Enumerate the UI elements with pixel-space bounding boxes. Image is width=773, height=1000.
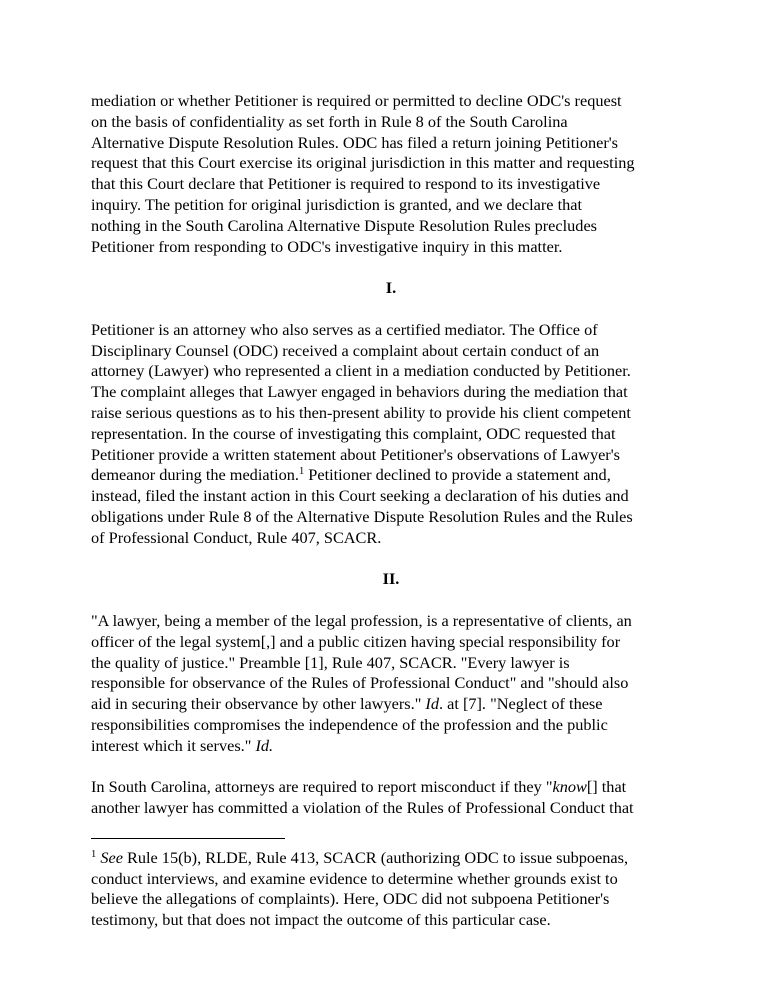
text-line: instead, filed the instant action in this Court seeking a declaration of his duties and: [91, 486, 629, 506]
text-line: attorney (Lawyer) who represented a client in a mediation conducted by Petitioner.: [91, 361, 631, 381]
text-line: on the basis of confidentiality as set forth in Rule 8 of the South Carolina: [91, 111, 568, 131]
text-line: another lawyer has committed a violation of the Rules of Professional Conduct that: [91, 798, 634, 818]
text-line: responsible for observance of the Rules of Professional Conduct" and "should also: [91, 673, 629, 693]
text-line: that this Court declare that Petitioner is required to respond to its investigative: [91, 174, 601, 194]
text-line: The complaint alleges that Lawyer engaged in behaviors during the mediation that: [91, 382, 628, 402]
text-line: mediation or whether Petitioner is required or permitted to decline ODC's request: [91, 91, 622, 110]
footnote-separator: [91, 838, 285, 839]
text-span: Rule 15(b), RLDE, Rule 413, SCACR (authorizing ODC to issue subpoenas,: [122, 847, 629, 867]
text-line-with-footnote: [91, 465, 691, 486]
text-line: Disciplinary Counsel (ODC) received a complaint about certain conduct of an: [91, 340, 600, 360]
text-span: aid in securing their observance by other lawyers.": [91, 694, 426, 714]
text-line: the quality of justice." Preamble [1], Rule 407, SCACR. "Every lawyer is: [91, 652, 570, 672]
text-line: [91, 736, 691, 757]
opinion-page: [91, 91, 691, 931]
text-line: [91, 694, 691, 715]
section-heading-ii: II.: [382, 569, 400, 589]
signal-see: See: [100, 847, 123, 867]
text-line: Petitioner is an attorney who also serves as a certified mediator. The Office of: [91, 319, 598, 339]
citation-id: Id: [425, 694, 439, 714]
text-line: Alternative Dispute Resolution Rules. ODC has filed a return joining Petitioner's: [91, 132, 619, 152]
text-line: Petitioner from responding to ODC's investigative inquiry in this matter.: [91, 236, 563, 256]
footnote-reference: 1: [298, 466, 305, 478]
text-span: demeanor during the mediation.: [91, 465, 299, 485]
citation-id: Id.: [255, 735, 274, 755]
text-line: responsibilities compromises the independence of the profession and the public: [91, 714, 608, 734]
footnote-line: testimony, but that does not impact the outcome of this particular case.: [91, 910, 551, 930]
text-span: . at [7]. "Neglect of these: [438, 694, 603, 714]
text-span: In South Carolina, attorneys are required to report misconduct if they ": [91, 777, 553, 797]
emphasis-know: know: [552, 777, 587, 797]
text-line: Petitioner provide a written statement about Petitioner's observations of Lawyer's: [91, 444, 620, 464]
section-heading-i: I.: [385, 278, 397, 298]
text-span: Petitioner declined to provide a statement and,: [304, 465, 611, 485]
text-line: request that this Court exercise its original jurisdiction in this matter and requesting: [91, 153, 635, 173]
text-line: nothing in the South Carolina Alternative Dispute Resolution Rules precludes: [91, 215, 598, 235]
text-line: raise serious questions as to his then-present ability to provide his client competent: [91, 402, 631, 422]
text-line: of Professional Conduct, Rule 407, SCACR.: [91, 527, 382, 547]
footnote-line: [91, 848, 691, 869]
text-line: [91, 777, 691, 798]
text-line: officer of the legal system[,] and a public citizen having special responsibility for: [91, 631, 621, 651]
section-ii-paragraph: [91, 611, 691, 757]
footnote: [91, 848, 691, 931]
footnote-line: conduct interviews, and examine evidence to determine whether grounds exist to: [91, 868, 618, 888]
text-span: [] that: [586, 777, 627, 797]
footnote-line: believe the allegations of complaints). Here, ODC did not subpoena Petitioner's: [91, 889, 610, 909]
intro-paragraph: [91, 91, 691, 257]
text-line: representation. In the course of investigating this complaint, ODC requested that: [91, 423, 616, 443]
text-line: inquiry. The petition for original jurisdiction is granted, and we declare that: [91, 194, 583, 214]
text-line: obligations under Rule 8 of the Alternative Dispute Resolution Rules and the Rules: [91, 506, 633, 526]
text-span: interest which it serves.": [91, 735, 256, 755]
section-iii-paragraph: [91, 777, 691, 819]
section-i-paragraph: [91, 320, 691, 549]
footnote-number: 1: [91, 848, 97, 860]
text-line: "A lawyer, being a member of the legal profession, is a representative of clients, an: [91, 610, 632, 630]
